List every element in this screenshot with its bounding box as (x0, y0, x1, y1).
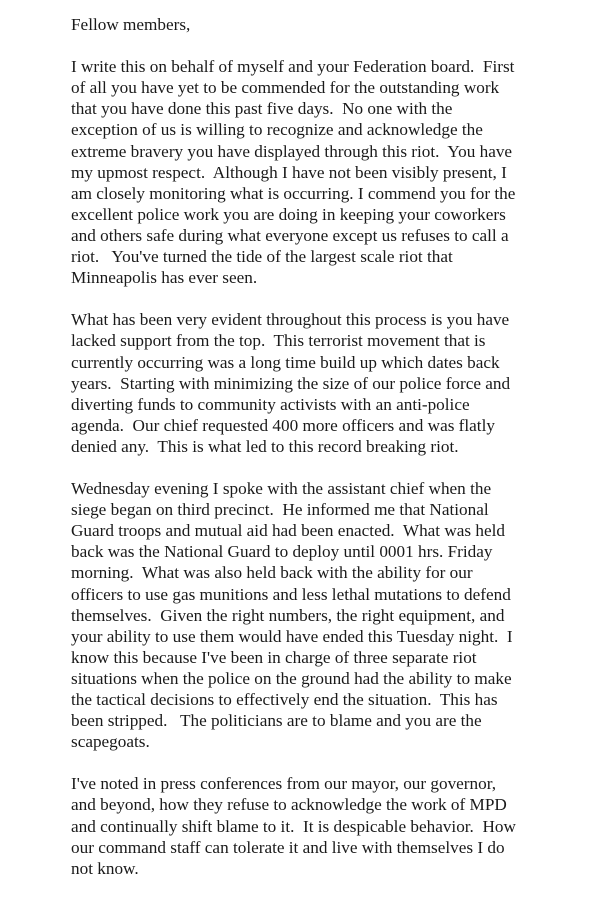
paragraph-4 (71, 773, 571, 878)
paragraph-line: themselves. Given the right numbers, the right equipment, and (71, 605, 505, 625)
paragraph-line: extreme bravery you have displayed through this riot. You have (71, 141, 513, 161)
paragraph-line: morning. What was also held back with the ability for our (71, 563, 473, 583)
paragraph-2 (71, 309, 571, 457)
paragraph-line: my upmost respect. Although I have not been visibly present, I (71, 162, 507, 182)
paragraph-line: been stripped. The politicians are to blame and you are the (71, 711, 482, 731)
paragraph-line: know this because I've been in charge of three separate riot (71, 647, 477, 667)
paragraph-line: I've noted in press conferences from our mayor, our governor, (71, 774, 497, 794)
paragraph-line: am closely monitoring what is occurring. I commend you for the (71, 183, 516, 203)
paragraph-line: of all you have yet to be commended for the outstanding work (71, 78, 500, 98)
paragraph-line: and others safe during what everyone except us refuses to call a (71, 225, 509, 245)
paragraph-line: What has been very evident throughout this process is you have (71, 310, 510, 330)
paragraph-line: officers to use gas munitions and less lethal mutations to defend (71, 584, 511, 604)
paragraph-line: excellent police work you are doing in keeping your coworkers (71, 204, 506, 224)
paragraph-line: back was the National Guard to deploy until 0001 hrs. Friday (71, 542, 493, 562)
paragraph-line: the tactical decisions to effectively end the situation. This has (71, 690, 498, 709)
paragraph-line: exception of us is willing to recognize and acknowledge the (71, 120, 483, 140)
paragraph-line: Minneapolis has ever seen. (71, 268, 258, 288)
paragraph-line: denied any. This is what led to this record breaking riot. (71, 436, 459, 456)
paragraph-line: that you have done this past five days. No one with the (71, 99, 453, 119)
paragraph-line: currently occurring was a long time build up which dates back (71, 352, 500, 372)
paragraph-line: Guard troops and mutual aid had been enacted. What was held (71, 521, 506, 541)
paragraph-3 (71, 478, 571, 752)
paragraph-line: Wednesday evening I spoke with the assistant chief when the (71, 479, 492, 499)
paragraph-line: diverting funds to community activists with an anti-police (71, 394, 470, 414)
paragraph-line: I write this on behalf of myself and your Federation board. First (71, 57, 515, 77)
paragraph-line: situations when the police on the ground had the ability to make (71, 668, 512, 688)
paragraph-line: siege began on third precinct. He informed me that National (71, 500, 489, 520)
paragraph-line: and continually shift blame to it. It is despicable behavior. How (71, 816, 516, 836)
letter-body (71, 14, 571, 900)
paragraph-line: your ability to use them would have ended this Tuesday night. I (71, 626, 513, 646)
paragraph-line: lacked support from the top. This terrorist movement that is (71, 331, 486, 351)
salutation: Fellow members, (71, 15, 191, 34)
paragraph-1 (71, 56, 571, 288)
paragraph-line: scapegoats. (71, 732, 150, 752)
paragraph-line: agenda. Our chief requested 400 more officers and was flatly (71, 415, 495, 435)
paragraph-line: and beyond, how they refuse to acknowledge the work of MPD (71, 795, 507, 815)
paragraph-line: riot. You've turned the tide of the largest scale riot that (71, 247, 453, 267)
paragraph-line: years. Starting with minimizing the size of our police force and (71, 373, 511, 393)
paragraph-line: our command staff can tolerate it and live with themselves I do (71, 837, 505, 857)
paragraph-line: not know. (71, 858, 139, 878)
